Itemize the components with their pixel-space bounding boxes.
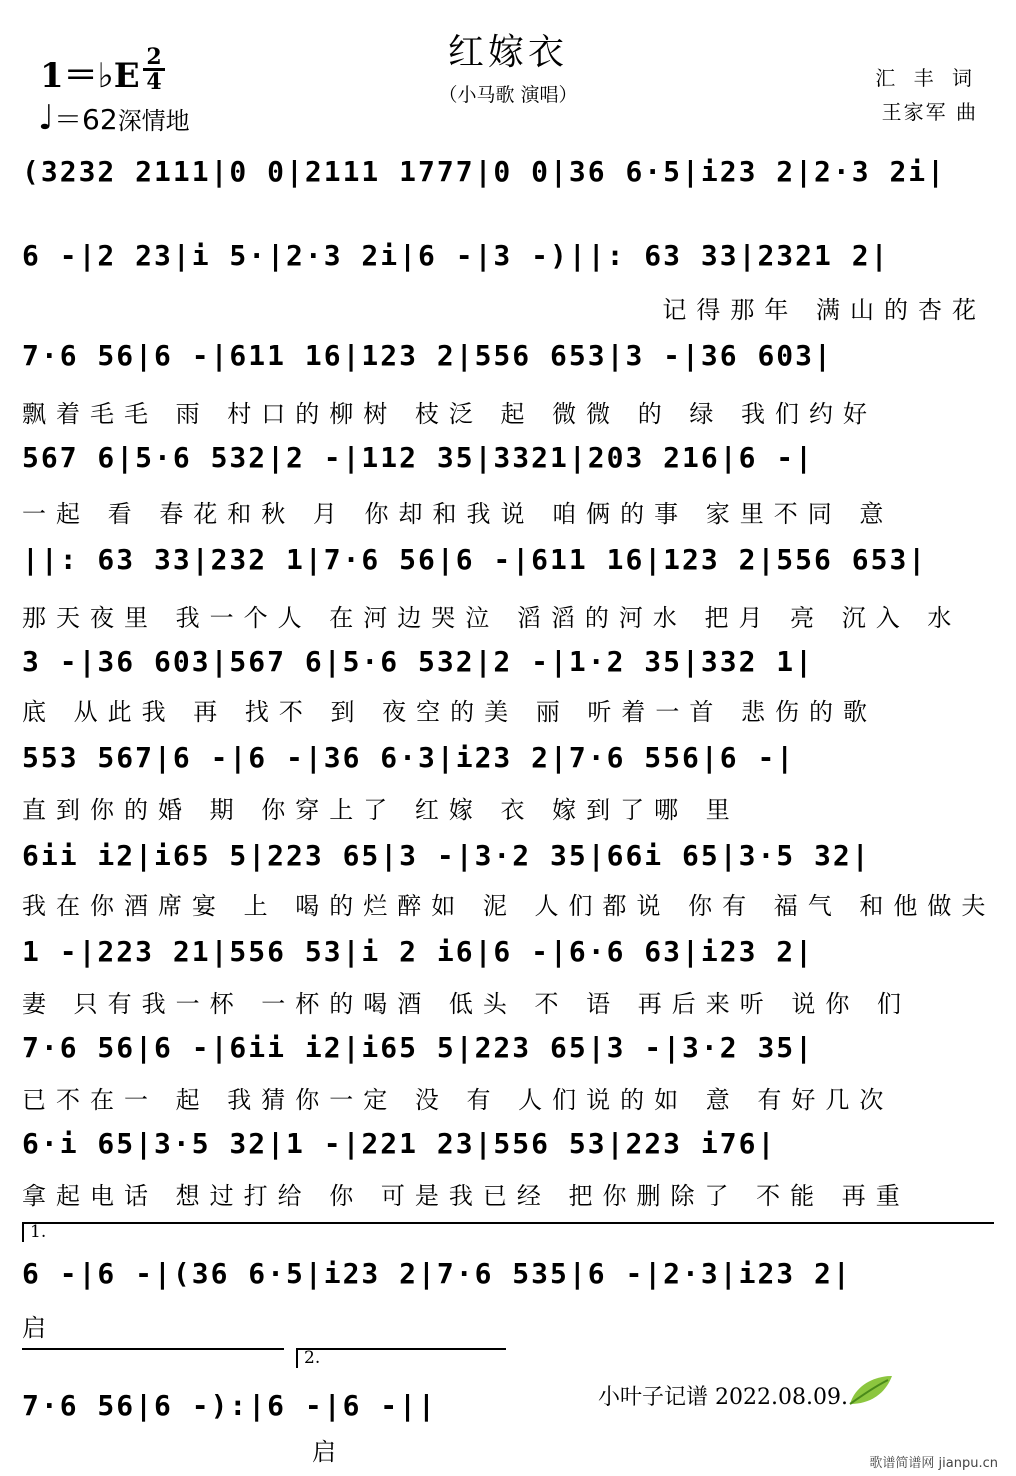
score-row-10 xyxy=(22,1028,996,1078)
lyric-line: 直到你的婚 期 你穿上了 红嫁 衣 嫁到了哪 里 xyxy=(22,796,740,824)
notation-line: ||: 63 33|232 1|7·6 56|6 -|611 16|123 2|556 653| xyxy=(22,543,928,576)
score-row-6 xyxy=(22,642,996,692)
lyric-line: 已不在一 起 我猜你一定 没 有 人们说的如 意 有好几次 xyxy=(22,1086,894,1114)
time-signature xyxy=(143,46,165,93)
lyric-line: 记得那年 满山的杏花 xyxy=(662,296,986,324)
lyric-line: 拿起电话 想过打给 你 可是我已经 把你删除了 不能 再重 xyxy=(22,1182,910,1210)
key-signature: 1＝♭E xyxy=(40,56,140,96)
notation-line: 1 -|223 21|556 53|i 2 i6|6 -|6·6 63|i23 2| xyxy=(22,935,815,968)
score-row-11 xyxy=(22,1124,996,1174)
tempo-value: ＝62 xyxy=(54,103,118,136)
score-row-9 xyxy=(22,932,996,982)
second-ending-label: 2. xyxy=(304,1348,321,1368)
notation-line: 7·6 56|6 -):|6 -|6 -|| xyxy=(22,1389,437,1422)
first-ending-continuation xyxy=(22,1348,284,1368)
lyric-line: 启 xyxy=(22,1314,56,1342)
lyricist-credit: 汇 丰 词 xyxy=(875,66,978,90)
first-ending-label: 1. xyxy=(30,1222,47,1242)
notation-line: 7·6 56|6 -|611 16|123 2|556 653|3 -|36 603| xyxy=(22,339,833,372)
watermark: 歌谱简谱网 jianpu.cn xyxy=(869,1456,998,1471)
mood-marking: 深情地 xyxy=(117,107,190,135)
time-signature-top: 2 xyxy=(143,46,165,71)
notation-line: 553 567|6 -|6 -|36 6·3|i23 2|7·6 556|6 -| xyxy=(22,741,796,774)
score-row-8 xyxy=(22,836,996,886)
quarter-note-icon: ♩ xyxy=(38,98,55,138)
transcriber-signature: 小叶子记谱 2022.08.09. xyxy=(598,1385,848,1410)
score-row-7 xyxy=(22,738,996,788)
lyric-line: 飘着毛毛 雨 村口的柳树 枝泛 起 微微 的 绿 我们约好 xyxy=(22,400,878,428)
notation-line: 3 -|36 603|567 6|5·6 532|2 -|1·2 35|332 1| xyxy=(22,645,815,678)
notation-line: 6ii i2|i65 5|223 65|3 -|3·2 35|66i 65|3·5 32| xyxy=(22,839,871,872)
tempo-marking xyxy=(38,98,190,138)
score-row-2 xyxy=(22,236,996,286)
notation-line: 6 -|2 23|i 5·|2·3 2i|6 -|3 -)||: 63 33|2321 2| xyxy=(22,239,890,272)
first-ending-bracket xyxy=(22,1222,994,1242)
lyric-line: 一起 看 春花和秋 月 你却和我说 咱俩的事 家里不同 意 xyxy=(22,500,894,528)
score-row-13 xyxy=(22,1386,522,1436)
notation-line: 6·i 65|3·5 32|1 -|221 23|556 53|223 i76| xyxy=(22,1127,777,1160)
notation-line: 6 -|6 -|(36 6·5|i23 2|7·6 535|6 -|2·3|i23 2| xyxy=(22,1257,852,1290)
second-ending-bracket xyxy=(296,1348,506,1368)
score-row-5 xyxy=(22,540,996,590)
tea-leaf-icon xyxy=(846,1370,896,1410)
lyric-line: 启 xyxy=(312,1438,346,1466)
score-row-12 xyxy=(22,1254,996,1304)
song-title: 红嫁衣 xyxy=(447,32,568,73)
lyric-line: 底 从此我 再 找不 到 夜空的美 丽 听着一首 悲伤的歌 xyxy=(22,698,878,726)
score-row-3 xyxy=(22,336,996,386)
score-row-1 xyxy=(22,152,996,202)
lyric-line: 妻 只有我一杯 一杯的喝酒 低头 不 语 再后来听 说你 们 xyxy=(22,990,912,1018)
lyric-line: 那天夜里 我一个人 在河边哭泣 滔滔的河水 把月 亮 沉入 水 xyxy=(22,604,962,632)
score-row-4 xyxy=(22,438,996,488)
notation-line: 567 6|5·6 532|2 -|112 35|3321|203 216|6 -| xyxy=(22,441,815,474)
notation-line: (3232 2111|0 0|2111 1777|0 0|36 6·5|i23 2|2·3 2i| xyxy=(22,155,947,188)
composer-credit: 王家军 曲 xyxy=(881,100,978,124)
lyric-line: 我在你酒席宴 上 喝的烂醉如 泥 人们都说 你有 福气 和他做夫 xyxy=(22,892,996,920)
notation-line: 7·6 56|6 -|6ii i2|i65 5|223 65|3 -|3·2 35| xyxy=(22,1031,815,1064)
singer-credit: （小马歌 演唱） xyxy=(438,84,578,106)
time-signature-bottom: 4 xyxy=(146,69,162,95)
